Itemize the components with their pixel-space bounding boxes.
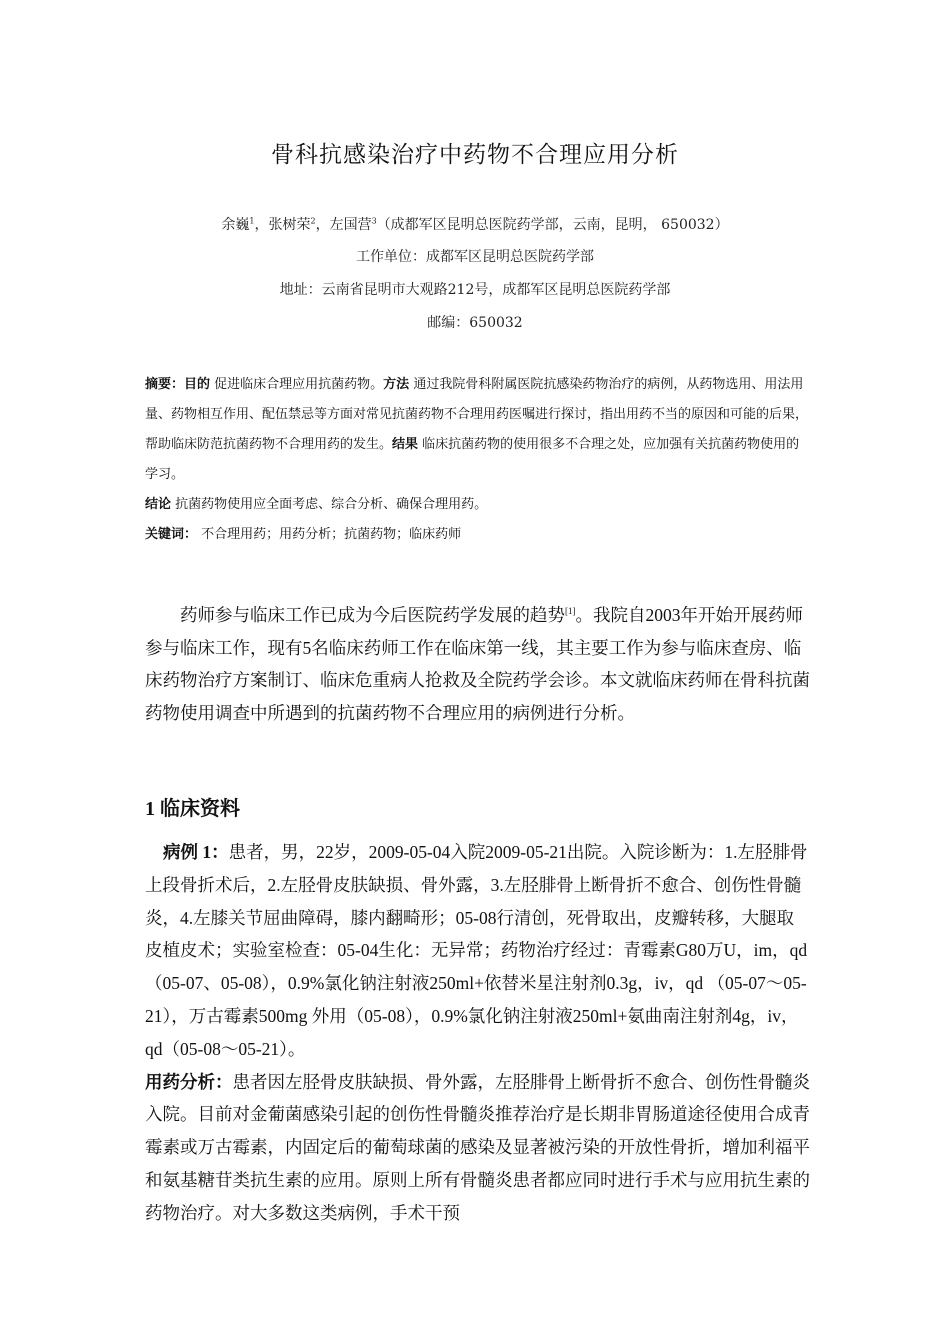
section-heading: 1 临床资料 xyxy=(145,798,240,820)
abstract-paragraph xyxy=(145,370,810,490)
intro-ref: [1] xyxy=(565,606,576,616)
author-2: 张树荣 xyxy=(268,217,311,233)
case-1-paragraph xyxy=(145,836,810,1066)
intro-text-a: 药师参与临床工作已成为今后医院药学发展的趋势 xyxy=(180,604,565,625)
case-1-text: 患者，男，22岁，2009-05-04入院2009-05-21出院。入院诊断为：1.左胫腓骨上段骨折术后，2.左胫骨皮肤缺损、骨外露，3.左胫腓骨上断骨折不愈合、创伤性骨髓炎，4.左膝关节屈曲障碍，膝内翻畸形；05-08行清创，死骨取出，皮瓣转移，大腿取皮植皮术；实验室检查：05-04生化：无异常；药物治疗经过：青霉素G80万U，im，qd（05-07、05-08），0.9%氯化钠注射液250ml+依替米星注射剂0.3g，iv，qd （05-07～05-21），万古霉素500mg 外用（05-08），0.9%氯化钠注射液250ml+氨曲南注射剂4g，iv， qd（05-08～05-21）。 xyxy=(145,842,808,1059)
method-label: 方法 xyxy=(383,377,410,392)
author-2-sup: 2 xyxy=(310,216,316,226)
purpose-text: 促进临床合理应用抗菌药物。 xyxy=(210,377,384,392)
keywords-paragraph xyxy=(145,520,810,550)
analysis-paragraph xyxy=(145,1066,810,1230)
author-1-sup: 1 xyxy=(249,216,255,226)
keywords-text: 不合理用药；用药分析；抗菌药物；临床药师 xyxy=(197,527,462,542)
analysis-label: 用药分析： xyxy=(145,1071,233,1092)
result-label: 结果 xyxy=(392,437,419,452)
intro-text-b: 。我院自2003年开始开展药师参与临床工作，现有5名临床药师工作在临床第一线，其主要工作为参与临床查房、临床药物治疗方案制订、临床危重病人抢救及全院药学会诊。本文就临床药师在骨科抗菌药物使用调查中所遇到的抗菌药物不合理应用的病例进行分析。 xyxy=(145,604,810,724)
keywords-label: 关键词： xyxy=(145,527,198,542)
work-unit: 工作单位：成都军区昆明总医院药学部 xyxy=(356,249,594,265)
intro-text xyxy=(145,595,810,730)
conclusion-paragraph xyxy=(145,490,810,520)
conclusion-label: 结论 xyxy=(145,497,172,512)
author-3: 左国营 xyxy=(329,217,372,233)
intro-paragraph xyxy=(145,595,810,730)
method-text: 通过我院骨科附属医院抗感染药物治疗的病例，从药物选用、用法用量、药物相互作用、配伍禁忌等方面对常见抗菌药物不合理用药医嘱进行探讨，指出用药不当的原因和可能的后果，帮助临床防范抗菌药物不合理用药的发生。 xyxy=(145,377,809,452)
abstract-block xyxy=(145,370,810,550)
author-line: 余巍$^1$，张树荣$^2$，左国营$^3$（成都军区昆明总医院药学部，云南，昆明， 650032） xyxy=(221,216,729,233)
case-1-block xyxy=(145,836,810,1230)
result-text: 临床抗菌药物的使用很多不合理之处，应加强有关抗菌药物使用的学习。 xyxy=(145,437,800,482)
author-3-sup: 3 xyxy=(371,216,377,226)
paper-title: 骨科抗感染治疗中药物不合理应用分析 xyxy=(271,142,679,168)
analysis-text: 患者因左胫骨皮肤缺损、骨外露，左胫腓骨上断骨折不愈合、创伤性骨髓炎入院。目前对金葡菌感染引起的创伤性骨髓炎推荐治疗是长期非胃肠道途径使用合成青霉素或万古霉素，内固定后的葡萄球菌的感染及显著被污染的开放性骨折，增加利福平和氨基糖苷类抗生素的应用。原则上所有骨髓炎患者都应同时进行手术与应用抗生素的药物治疗。对大多数这类病例，手术干预 xyxy=(145,1071,810,1223)
case-1-label: 病例 1： xyxy=(163,842,229,862)
author-1: 余巍 xyxy=(221,217,250,233)
address: 地址：云南省昆明市大观路212号，成都军区昆明总医院药学部 xyxy=(279,282,671,298)
conclusion-text: 抗菌药物使用应全面考虑、综合分析、确保合理用药。 xyxy=(171,497,488,512)
postcode: 邮编：650032 xyxy=(427,315,523,331)
purpose-label: 目的 xyxy=(184,377,211,392)
abstract-label: 摘要： xyxy=(145,377,185,392)
affiliation: （成都军区昆明总医院药学部，云南，昆明， 650032） xyxy=(376,217,729,233)
